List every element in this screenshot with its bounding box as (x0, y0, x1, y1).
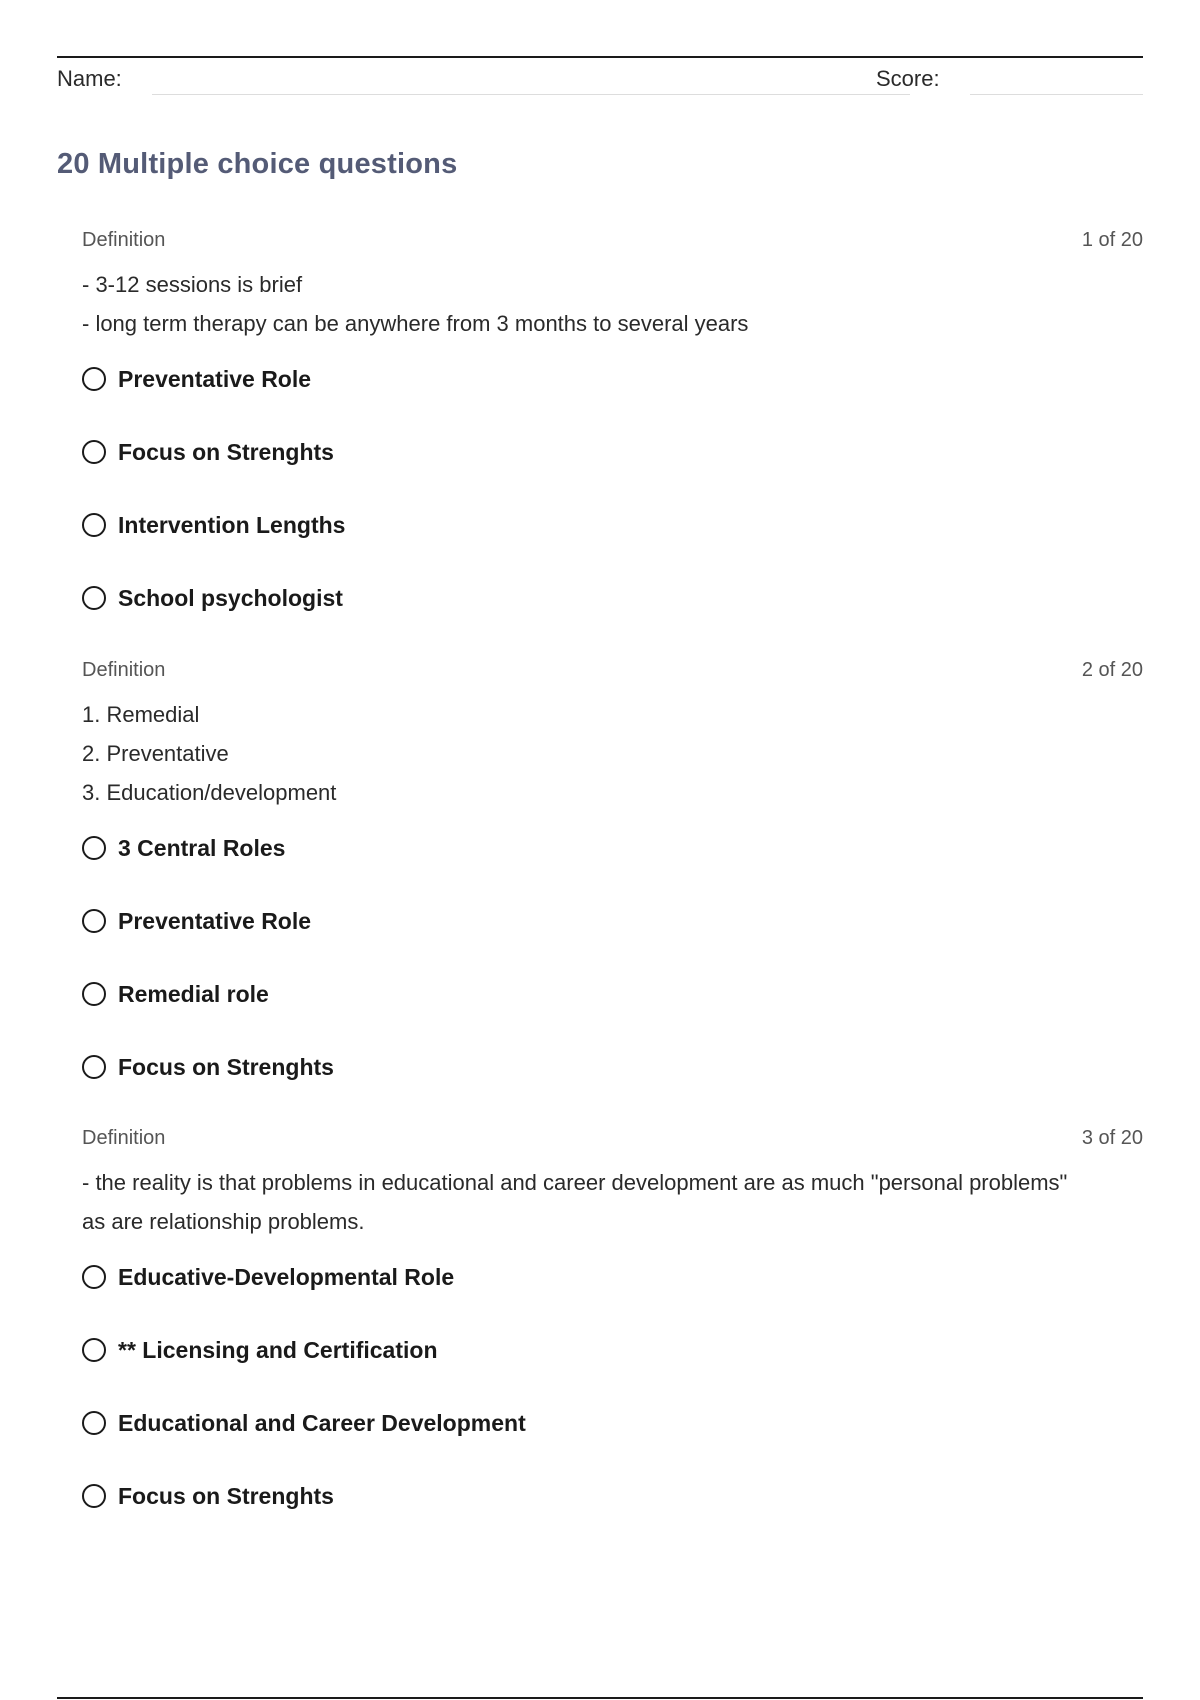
answer-options (82, 832, 1143, 1124)
answer-option[interactable] (82, 436, 1143, 509)
radio-circle-icon[interactable] (82, 1265, 106, 1289)
radio-circle-icon[interactable] (82, 440, 106, 464)
answer-options (82, 363, 1143, 655)
answer-option[interactable] (82, 1261, 1143, 1334)
question-1 (82, 229, 1143, 655)
answer-option-label: School psychologist (118, 585, 343, 611)
answer-option-label: Intervention Lengths (118, 512, 346, 538)
radio-circle-icon[interactable] (82, 513, 106, 537)
answer-option[interactable] (82, 509, 1143, 582)
question-3 (82, 1127, 1143, 1553)
answer-option-label: Remedial role (118, 981, 269, 1007)
answer-options (82, 1261, 1143, 1553)
answer-option[interactable] (82, 1051, 1143, 1124)
answer-option-label: 3 Central Roles (118, 835, 286, 861)
answer-option-label: Focus on Strenghts (118, 1054, 334, 1080)
radio-circle-icon[interactable] (82, 1484, 106, 1508)
answer-option[interactable] (82, 832, 1143, 905)
question-header (82, 659, 1143, 687)
question-header (82, 1127, 1143, 1155)
answer-option[interactable] (82, 582, 1143, 655)
name-label: Name: (57, 66, 122, 91)
answer-option-label: Educational and Career Development (118, 1410, 526, 1436)
bottom-rule (57, 1697, 1143, 1699)
answer-option-label: Educative-Developmental Role (118, 1264, 455, 1290)
radio-circle-icon[interactable] (82, 836, 106, 860)
question-2 (82, 659, 1143, 1124)
definition-line: 2. Preventative (82, 741, 229, 766)
page-title: 20 Multiple choice questions (57, 148, 458, 180)
radio-circle-icon[interactable] (82, 1338, 106, 1362)
name-score-row (57, 62, 1143, 98)
definition-line: - long term therapy can be anywhere from 3 months to several years (82, 311, 749, 336)
question-header (82, 229, 1143, 257)
radio-circle-icon[interactable] (82, 586, 106, 610)
answer-option[interactable] (82, 363, 1143, 436)
top-rule (57, 56, 1143, 58)
question-definition (82, 1163, 1082, 1241)
question-definition (82, 695, 1082, 812)
question-counter: 3 of 20 (1081, 1127, 1143, 1149)
radio-circle-icon[interactable] (82, 367, 106, 391)
radio-circle-icon[interactable] (82, 909, 106, 933)
question-counter: 2 of 20 (1081, 659, 1143, 681)
answer-option-label: Preventative Role (118, 908, 312, 934)
question-label: Definition (82, 229, 166, 251)
question-counter: 1 of 20 (1081, 229, 1143, 251)
definition-line: 3. Education/development (82, 780, 337, 805)
answer-option[interactable] (82, 978, 1143, 1051)
radio-circle-icon[interactable] (82, 982, 106, 1006)
answer-option-label: Preventative Role (118, 366, 312, 392)
definition-line: 1. Remedial (82, 702, 200, 727)
answer-option-label: Focus on Strenghts (118, 439, 334, 465)
question-label: Definition (82, 659, 166, 681)
answer-option[interactable] (82, 905, 1143, 978)
question-label: Definition (82, 1127, 166, 1149)
radio-circle-icon[interactable] (82, 1411, 106, 1435)
score-label: Score: (876, 66, 940, 91)
question-definition (82, 265, 1082, 343)
radio-circle-icon[interactable] (82, 1055, 106, 1079)
answer-option-label: ** Licensing and Certification (118, 1337, 438, 1363)
answer-option[interactable] (82, 1480, 1143, 1553)
answer-option[interactable] (82, 1407, 1143, 1480)
score-field[interactable] (970, 94, 1143, 95)
answer-option[interactable] (82, 1334, 1143, 1407)
answer-option-label: Focus on Strenghts (118, 1483, 334, 1509)
name-field[interactable] (152, 94, 910, 95)
definition-line: - the reality is that problems in educational and career development are as much "personal problems" as are relationship problems. (82, 1170, 1068, 1234)
definition-line: - 3-12 sessions is brief (82, 272, 303, 297)
